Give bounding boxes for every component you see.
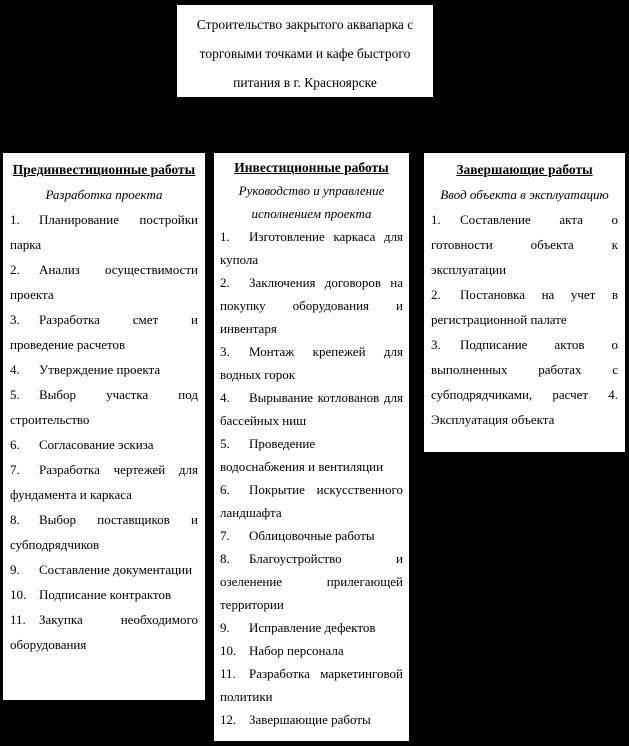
item-number: 2. — [220, 275, 230, 290]
item-text: Проведение водоснабжения и вентиляции — [220, 436, 384, 474]
list-item — [220, 340, 403, 386]
phase-task-list — [431, 207, 618, 432]
phase-header: Прединвестиционные работы — [12, 162, 196, 177]
item-number: 9. — [10, 562, 20, 577]
item-text: Закупка необходимого оборудования — [10, 612, 198, 652]
list-item — [220, 662, 403, 708]
item-text: Заключения договоров на покупку оборудования и инвентаря — [220, 275, 403, 336]
item-number: 7. — [220, 528, 230, 543]
list-item — [220, 432, 403, 478]
item-number: 10. — [10, 587, 27, 602]
list-item — [10, 507, 198, 557]
item-text: Составление документации — [39, 562, 193, 577]
phase-task-list — [10, 207, 198, 657]
item-number: 2. — [10, 262, 20, 277]
list-item — [220, 478, 403, 524]
item-number: 11. — [10, 612, 26, 627]
item-number: 1. — [220, 229, 230, 244]
item-text: Утверждение проекта — [39, 362, 161, 377]
item-text: Подписание контрактов — [39, 587, 172, 602]
list-item — [431, 332, 618, 432]
item-text: Выбор участка под строительство — [10, 387, 198, 427]
phase-box-closing — [423, 152, 626, 453]
phase-header: Завершающие работы — [456, 162, 593, 177]
item-text: Разработка маркетинговой политики — [220, 666, 403, 704]
item-text: Монтаж крепежей для водных горок — [220, 344, 403, 382]
item-number: 7. — [10, 462, 20, 477]
item-number: 11. — [220, 666, 236, 681]
phase-subtitle: Разработка проекта — [45, 187, 163, 202]
item-number: 3. — [220, 344, 230, 359]
project-title-text: Строительство закрытого аквапарка с торговыми точками и кафе быстрого питания в г. Красноярске — [196, 17, 414, 90]
item-text: Подписание актов о выполненных работах с субподрядчиками, расчет 4. Эксплуатация объекта — [431, 337, 618, 427]
phase-subtitle: Ввод объекта в эксплуатацию — [440, 187, 609, 202]
item-number: 3. — [10, 312, 20, 327]
list-item — [220, 225, 403, 271]
item-text: Разработка смет и проведение расчетов — [10, 312, 198, 352]
list-item — [10, 207, 198, 257]
item-text: Согласование эскиза — [39, 437, 154, 452]
list-item — [220, 547, 403, 616]
list-item — [10, 432, 198, 457]
project-title-box — [176, 4, 434, 98]
item-text: Набор персонала — [249, 643, 344, 658]
item-text: Выбор поставщиков и субподрядчиков — [10, 512, 198, 552]
list-item — [10, 457, 198, 507]
list-item — [220, 639, 403, 662]
list-item — [10, 307, 198, 357]
item-number: 3. — [431, 337, 441, 352]
item-text: Анализ осуществимости проекта — [10, 262, 198, 302]
item-number: 2. — [431, 287, 441, 302]
phase-header: Инвестиционные работы — [234, 160, 389, 175]
item-number: 4. — [220, 390, 230, 405]
item-number: 6. — [220, 482, 230, 497]
list-item — [220, 524, 403, 547]
item-text: Составление акта о готовности объекта к эксплуатации — [431, 212, 618, 277]
item-number: 9. — [220, 620, 230, 635]
item-number: 6. — [10, 437, 20, 452]
item-text: Благоустройство и озеленение прилегающей территории — [220, 551, 403, 612]
list-item — [10, 582, 198, 607]
item-number: 5. — [10, 387, 20, 402]
item-text: Вырывание котлованов для бассейных ниш — [220, 390, 403, 428]
item-text: Изготовление каркаса для купола — [220, 229, 403, 267]
item-number: 4. — [10, 362, 20, 377]
list-item — [220, 386, 403, 432]
item-text: Облицовочные работы — [249, 528, 375, 543]
phase-task-list — [220, 225, 403, 731]
item-number: 10. — [220, 643, 237, 658]
item-text: Покрытие искусственного ландшафта — [220, 482, 403, 520]
item-text: Завершающие работы — [249, 712, 371, 727]
list-item — [431, 207, 618, 282]
list-item — [10, 257, 198, 307]
list-item — [220, 271, 403, 340]
item-text: Постановка на учет в регистрационной палате — [431, 287, 618, 327]
list-item — [10, 382, 198, 432]
item-number: 5. — [220, 436, 230, 451]
item-number: 1. — [431, 212, 441, 227]
list-item — [220, 616, 403, 639]
item-number: 8. — [220, 551, 230, 566]
item-number: 12. — [220, 712, 237, 727]
item-text: Планирование постройки парка — [10, 212, 198, 252]
item-text: Разработка чертежей для фундамента и каркаса — [10, 462, 198, 502]
list-item — [10, 607, 198, 657]
list-item — [10, 557, 198, 582]
list-item — [431, 282, 618, 332]
phase-box-preinvestment — [2, 152, 206, 701]
list-item — [10, 357, 198, 382]
list-item — [220, 708, 403, 731]
phase-subtitle: Руководство и управление исполнением проекта — [238, 183, 385, 221]
item-number: 1. — [10, 212, 20, 227]
item-text: Исправление дефектов — [249, 620, 376, 635]
item-number: 8. — [10, 512, 20, 527]
phase-box-investment — [213, 152, 410, 742]
